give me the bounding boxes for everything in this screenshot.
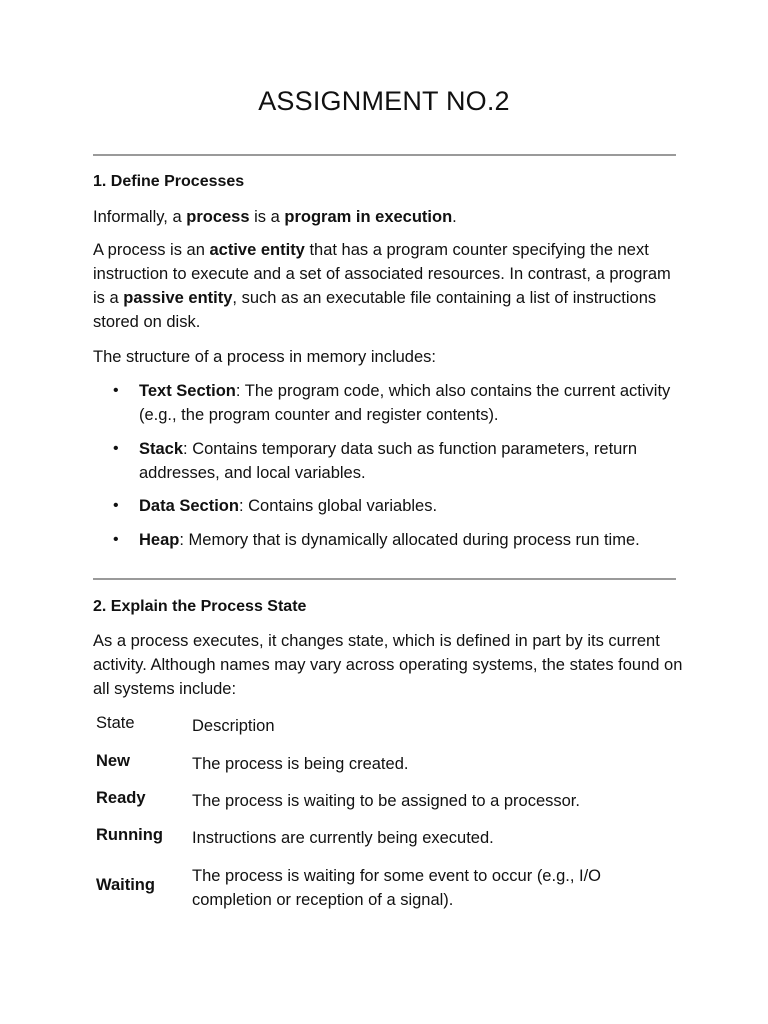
text: , such as an executable file containing a list of instructions stored on disk. bbox=[93, 289, 657, 331]
text: that has a program counter specifying the next instruction to execute and a set of associated resources. In contrast, a program is a bbox=[93, 241, 671, 307]
paragraph bbox=[93, 205, 683, 229]
section-heading: 2. Explain the Process State bbox=[93, 598, 307, 615]
section-heading: 1. Define Processes bbox=[93, 173, 245, 190]
column-header: State bbox=[96, 714, 135, 732]
state-cell: New bbox=[96, 752, 130, 770]
paragraph bbox=[93, 238, 683, 334]
list-item-text bbox=[139, 437, 679, 485]
paragraph: The structure of a process in memory includes: bbox=[93, 348, 436, 366]
bullet-icon: • bbox=[113, 440, 119, 457]
description-cell: The process is being created. bbox=[192, 755, 409, 773]
bold-term: program in execution bbox=[284, 208, 453, 226]
text: : Memory that is dynamically allocated during process run time. bbox=[179, 531, 640, 549]
state-cell: Ready bbox=[96, 789, 146, 807]
text: is a bbox=[249, 208, 285, 226]
divider bbox=[93, 578, 676, 580]
description-cell: The process is waiting to be assigned to a processor. bbox=[192, 792, 580, 810]
paragraph: As a process executes, it changes state, which is defined in part by its current activity. Although names may vary across operating systems, the states found on all systems include: bbox=[93, 632, 683, 698]
bold-term: Data Section bbox=[139, 497, 239, 515]
text: A process is an bbox=[93, 241, 210, 259]
list-item-text bbox=[139, 528, 679, 552]
text: . bbox=[452, 208, 457, 226]
column-header: Description bbox=[192, 717, 275, 735]
bold-term: active entity bbox=[209, 241, 305, 259]
page-title: ASSIGNMENT NO.2 bbox=[258, 86, 510, 116]
bold-term: Text Section bbox=[139, 382, 236, 400]
bullet-icon: • bbox=[113, 531, 119, 548]
text: : The program code, which also contains the current activity (e.g., the program counter and register contents). bbox=[139, 382, 671, 424]
text: : Contains global variables. bbox=[238, 497, 438, 515]
bold-term: passive entity bbox=[123, 289, 233, 307]
state-cell: Waiting bbox=[96, 876, 155, 894]
bold-term: process bbox=[186, 208, 250, 226]
text: Informally, a bbox=[93, 208, 187, 226]
list-item-text bbox=[139, 494, 679, 518]
description-cell: The process is waiting for some event to occur (e.g., I/O completion or reception of a signal). bbox=[192, 867, 602, 909]
list-item-text bbox=[139, 379, 679, 427]
bold-term: Stack bbox=[139, 440, 184, 458]
description-cell: Instructions are currently being executed. bbox=[192, 829, 494, 847]
bullet-icon: • bbox=[113, 497, 119, 514]
state-cell: Running bbox=[96, 826, 163, 844]
bold-term: Heap bbox=[139, 531, 180, 549]
divider bbox=[93, 154, 676, 156]
bullet-icon: • bbox=[113, 382, 119, 399]
text: : Contains temporary data such as function parameters, return addresses, and local variables. bbox=[139, 440, 638, 482]
